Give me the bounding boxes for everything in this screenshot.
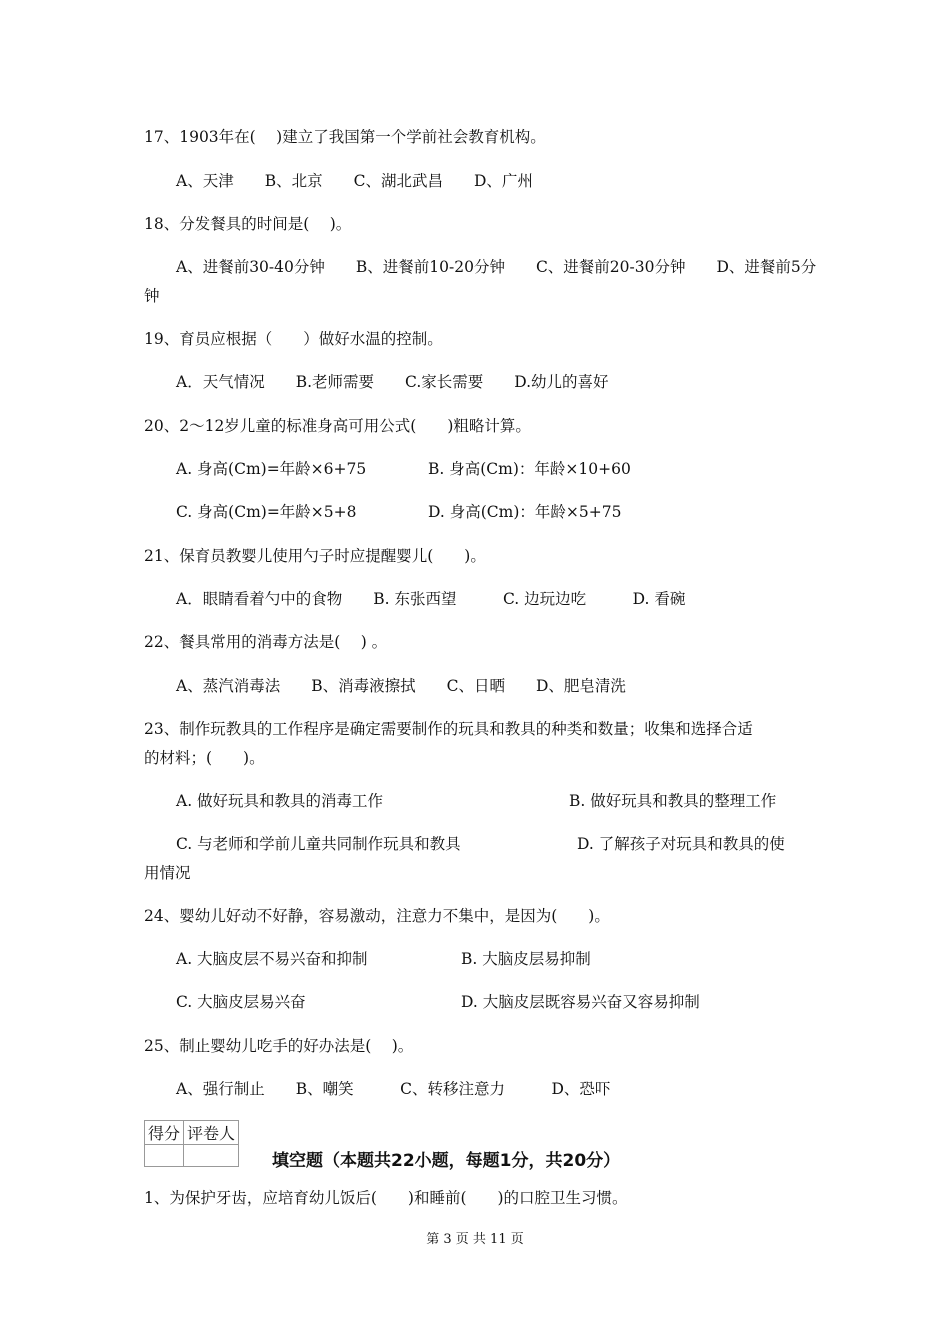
question-24-option-c: C. 大脑皮层易兴奋 bbox=[176, 993, 306, 1011]
question-17-options: A、天津 B、北京 C、湖北武昌 D、广州 bbox=[176, 172, 533, 190]
page-footer: 第 3 页 共 11 页 bbox=[426, 1232, 524, 1247]
score-table bbox=[144, 1120, 239, 1167]
question-20-option-d: D. 身高(Cm)：年龄×5+75 bbox=[428, 503, 622, 521]
question-17-stem: 17、1903年在( )建立了我国第一个学前社会教育机构。 bbox=[144, 128, 546, 146]
score-cell[interactable] bbox=[145, 1145, 184, 1167]
question-23-option-c: C. 与老师和学前儿童共同制作玩具和教具 bbox=[176, 835, 461, 853]
question-23-option-a: A. 做好玩具和教具的消毒工作 bbox=[176, 792, 384, 810]
question-18-stem: 18、分发餐具的时间是( )。 bbox=[144, 215, 352, 233]
grader-label: 评卷人 bbox=[184, 1121, 239, 1145]
question-18-options-wrap: 钟 bbox=[144, 287, 160, 305]
question-23-stem-wrap: 的材料；( )。 bbox=[144, 749, 265, 767]
question-19-options: A．天气情况 B.老师需要 C.家长需要 D.幼儿的喜好 bbox=[176, 373, 609, 391]
section-title: 填空题（本题共22小题，每题1分，共20分） bbox=[272, 1151, 621, 1171]
question-19-stem: 19、育员应根据（ ）做好水温的控制。 bbox=[144, 330, 443, 348]
question-23-option-d-wrap: 用情况 bbox=[144, 864, 191, 882]
grader-cell[interactable] bbox=[184, 1145, 239, 1167]
question-23-option-d: D. 了解孩子对玩具和教具的使 bbox=[577, 835, 785, 853]
question-22-stem: 22、餐具常用的消毒方法是( ) 。 bbox=[144, 633, 388, 651]
question-25-options: A、强行制止 B、嘲笑 C、转移注意力 D、恐吓 bbox=[176, 1080, 611, 1098]
question-24-stem: 24、婴幼儿好动不好静，容易激动，注意力不集中，是因为( )。 bbox=[144, 907, 610, 925]
fill-question-1: 1、为保护牙齿，应培育幼儿饭后( )和睡前( )的口腔卫生习惯。 bbox=[144, 1189, 628, 1207]
question-25-stem: 25、制止婴幼儿吃手的好办法是( )。 bbox=[144, 1037, 414, 1055]
question-24-option-a: A. 大脑皮层不易兴奋和抑制 bbox=[176, 950, 368, 968]
question-22-options: A、蒸汽消毒法 B、消毒液擦拭 C、日晒 D、肥皂清洗 bbox=[176, 677, 626, 695]
score-label: 得分 bbox=[145, 1121, 184, 1145]
question-24-option-b: B. 大脑皮层易抑制 bbox=[461, 950, 591, 968]
question-21-options: A．眼睛看着勺中的食物 B. 东张西望 C. 边玩边吃 D. 看碗 bbox=[176, 590, 686, 608]
question-21-stem: 21、保育员教婴儿使用勺子时应提醒婴儿( )。 bbox=[144, 547, 486, 565]
question-20-stem: 20、2～12岁儿童的标准身高可用公式( )粗略计算。 bbox=[144, 417, 531, 435]
question-20-option-a: A. 身高(Cm)=年龄×6+75 bbox=[176, 460, 367, 478]
question-24-option-d: D. 大脑皮层既容易兴奋又容易抑制 bbox=[461, 993, 700, 1011]
question-23-stem: 23、制作玩教具的工作程序是确定需要制作的玩具和教具的种类和数量；收集和选择合适 bbox=[144, 720, 753, 738]
question-20-option-c: C. 身高(Cm)=年龄×5+8 bbox=[176, 503, 357, 521]
question-18-options: A、进餐前30-40分钟 B、进餐前10-20分钟 C、进餐前20-30分钟 D、进餐前5分 bbox=[176, 258, 817, 276]
question-23-option-b: B. 做好玩具和教具的整理工作 bbox=[569, 792, 777, 810]
question-20-option-b: B. 身高(Cm)：年龄×10+60 bbox=[428, 460, 631, 478]
